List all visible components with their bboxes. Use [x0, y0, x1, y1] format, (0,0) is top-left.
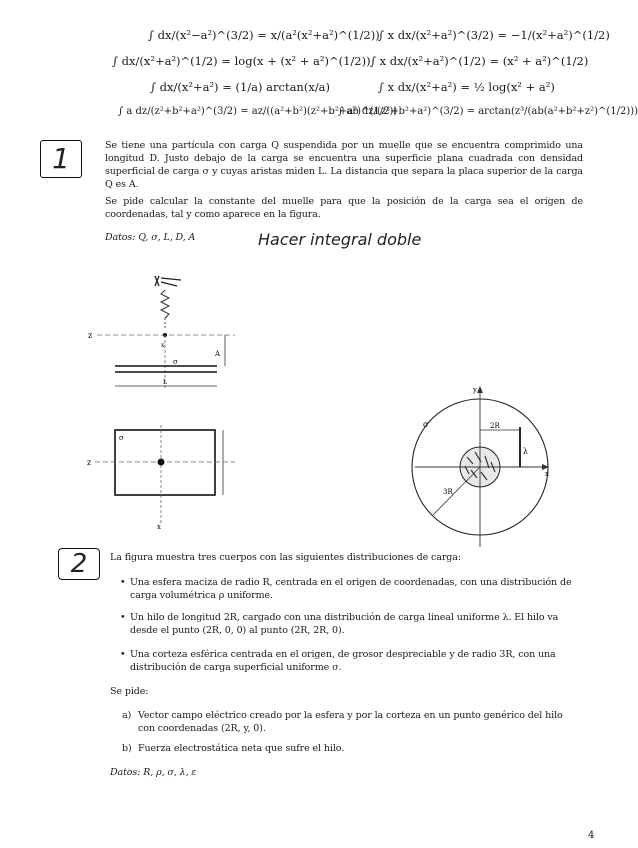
bullet-marker: •	[120, 577, 126, 588]
problem-2-number: 2	[70, 549, 88, 579]
l-dimension-label: L	[163, 379, 167, 386]
problem-2-intro: La figura muestra tres cuerpos con las siguientes distribuciones de carga:	[110, 552, 461, 563]
problem-1-number: 1	[52, 142, 70, 175]
x-axis-label-bottom: x	[157, 523, 161, 531]
ceiling-scribble	[155, 276, 181, 286]
problem-1-paragraph-2: Se pide calcular la constante del muelle para que la posición de la carga sea el origen de coordenadas, tal y como aparece en la figura.	[105, 196, 583, 220]
shell-sigma-label: σ	[423, 420, 429, 429]
problem-1-side-figure	[85, 268, 245, 393]
bullet-text: Una esfera maciza de radio R, centrada en el origen de coordenadas, con una distribución de carga volumétrica ρ uniforme.	[130, 577, 572, 601]
bullet-text: Un hilo de longitud 2R, cargado con una distribución de carga lineal uniforme λ. El hilo va desde el punto (2R, 0, 0) al punto (2R, 2R, 0).	[130, 612, 559, 636]
problem-1-number-box	[40, 140, 82, 178]
x-axis-label: x	[161, 342, 165, 349]
y-axis-arrow	[477, 386, 483, 393]
problem-1-handwritten-note: Hacer integral doble	[258, 230, 422, 249]
sigma-label: σ	[173, 358, 178, 366]
problem-2-item-a	[122, 709, 572, 735]
problem-2-bullet-1	[120, 576, 575, 602]
bullet-marker: •	[120, 649, 126, 660]
problem-2-figure	[415, 382, 580, 552]
plate-square	[115, 430, 215, 495]
item-label: a)	[122, 710, 132, 721]
item-label: b)	[122, 743, 132, 754]
bullet-text: Una corteza esférica centrada en el origen, de grosor despreciable y de radio 3R, con una distribución de carga superficial uniforme σ.	[130, 649, 556, 673]
formula-6: ∫ x dx/(x²+a²) = ½ log(x² + a²)	[378, 80, 555, 94]
problem-1-paragraph-1: Se tiene una partícula con carga Q suspendida por un muelle que se encuentra comprimido una longitud D. Justo debajo de la carga se encuentra una superficie plana cuadrada con densidad superficial de carga σ y cuyas aristas miden L. La distancia que separa la placa superior de la carga Q es A.	[105, 140, 583, 190]
problem-2-datos: Datos: R, ρ, σ, λ, ε	[110, 767, 197, 778]
two-r-label: 2R	[490, 422, 500, 430]
y-axis-label: y	[473, 386, 477, 394]
problem-2-bullet-2	[120, 611, 575, 637]
z-axis-label-top: z	[87, 458, 92, 467]
formula-8: ∫ ab dz/(z²+b²+a²)^(3/2) = arctan(z³/(ab(a²+b²+z²)^(1/2)))	[338, 106, 638, 117]
formula-7: ∫ a dz/(z²+b²+a²)^(3/2) = az/((a²+b²)(z²+b²+a²)^(1/2))	[118, 106, 398, 117]
bullet-marker: •	[120, 612, 126, 623]
spring	[161, 290, 169, 318]
wire-lambda-label: λ	[523, 447, 529, 456]
item-text: Vector campo eléctrico creado por la esfera y por la corteza en un punto genérico del hilo con coordenadas (2R, y, 0).	[138, 710, 563, 734]
formula-4: ∫ x dx/(x²+a²)^(1/2) = (x² + a²)^(1/2)	[370, 54, 589, 68]
formula-5: ∫ dx/(x²+a²) = (1/a) arctan(x/a)	[150, 80, 331, 94]
sigma-label-top: σ	[119, 434, 124, 442]
charge-top-view	[158, 459, 165, 466]
problem-2-number-box	[58, 548, 100, 580]
formula-1: ∫ dx/(x²−a²)^(3/2) = x/(a²(x²+a²)^(1/2))	[148, 28, 380, 42]
problem-2-bullet-3	[120, 648, 575, 674]
problem-1-datos: Datos: Q, σ, L, D, A	[105, 232, 196, 243]
formula-2: ∫ x dx/(x²+a²)^(3/2) = −1/(x²+a²)^(1/2)	[378, 28, 610, 42]
a-dimension-label: A	[215, 350, 221, 358]
page-number: 4	[588, 830, 595, 841]
problem-2-se-pide: Se pide:	[110, 686, 149, 697]
formula-3: ∫ dx/(x²+a²)^(1/2) = log(x + (x² + a²)^(1/2))	[112, 54, 371, 68]
z-axis-label: z	[88, 331, 93, 340]
three-r-radius	[433, 467, 480, 515]
problem-2-item-b	[122, 742, 572, 755]
x-axis-label-fig: x	[545, 470, 549, 478]
three-r-label: 3R	[443, 488, 453, 496]
problem-1-top-figure	[85, 425, 240, 530]
item-text: Fuerza electrostática neta que sufre el hilo.	[138, 743, 345, 754]
